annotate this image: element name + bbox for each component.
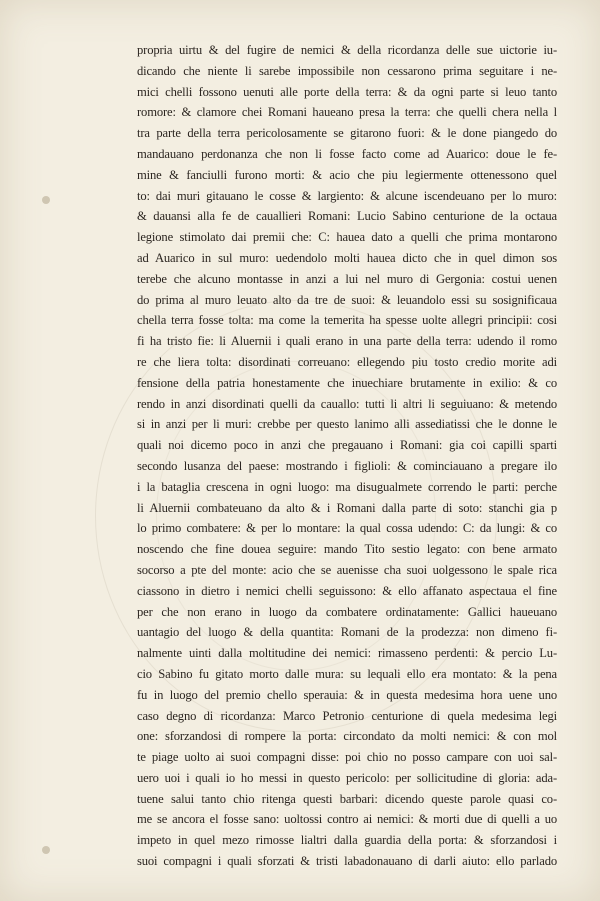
- text-line: ciassono in dietro i nemici chelli seguissono: & ello affanato aspectaua el fine: [137, 583, 557, 598]
- text-line: fensione della patria honestamente che inuechiare brutamente in exilio: & co: [137, 375, 557, 390]
- text-line: mine & fanciulli furono morti: & acio che piu legiermente ottenessono quel: [137, 167, 557, 182]
- text-line: socorso a pte del monte: acio che se auenisse cha suoi uolgessono le spale rica: [137, 562, 557, 577]
- text-line: mici chelli fossono uenuti alle porte della terra: & da ogni parte si leuo tanto: [137, 84, 557, 99]
- text-line: romore: & clamore chei Romani haueano presa la terra: che quelli chera nella l: [137, 105, 557, 120]
- text-line: li Aluernii combateuano da alto & i Romani dalla parte di soto: stanchi gia p: [137, 500, 557, 515]
- text-line: per che non erano in luogo da combatere ordinatamente: Gallici haueuano: [137, 604, 557, 619]
- text-line: do prima al muro leuato alto da tre de suoi: & leuandolo essi su sosignificaua: [137, 292, 557, 307]
- text-line: secondo lusanza del paese: mostrando i figlioli: & cominciauano a pregare ilo: [137, 458, 557, 473]
- text-line: nalmente uinti dalla moltitudine dei nemici: rimasseno perdenti: & percio Lu-: [137, 646, 557, 661]
- text-line: uantagio del luogo & della quantita: Romani de la prodezza: non dimeno fi-: [137, 625, 557, 640]
- text-line: dicando che niente li sarebe impossibile non cessarono prima seguitare i ne-: [137, 63, 557, 78]
- text-line: cio Sabino fu gitato morto dalle mura: su lequali ello era montato: & la pena: [137, 666, 557, 681]
- text-line: mandauano perdonanza che non li fosse facto come ad Auarico: doue le fe-: [137, 146, 557, 161]
- text-line: chella terra fosse tolta: ma come la temerita ha spesse uolte allegri principii: cosi: [137, 313, 557, 328]
- text-line: re che liera tolta: disordinati correuano: ellegendo piu tosto credio morite adi: [137, 354, 557, 369]
- text-line: uero uoi i quali io ho messi in questo pericolo: per sollicitudine di gloria: ada-: [137, 770, 557, 785]
- text-line: tuene salui tanto chio ritenga questi barbari: dicendo queste parole quasi co-: [137, 791, 557, 806]
- text-line: fu in luogo del premio chello sperauia: & in questa medesima hora uene uno: [137, 687, 557, 702]
- binding-hole: [42, 846, 50, 854]
- text-line: legione stimolato dai premii che: C: hauea dato a quelli che prima montarono: [137, 230, 557, 245]
- text-line: to: dai muri gitauano le cosse & largiento: & alcune iscendeuano per lo muro:: [137, 188, 557, 203]
- text-line: me se ancora el fosse sano: uoltossi contro ai nemici: & morti due di quelli a uo: [137, 812, 557, 827]
- incunable-text-block: [137, 40, 557, 872]
- text-line: caso degno di ricordanza: Marco Petronio centurione di quela medesima legi: [137, 708, 557, 723]
- text-line: tra parte della terra pericolosamente se gitarono fuori: & le done piangedo do: [137, 126, 557, 141]
- text-line: terebe che alcuno montasse in anzi a lui nel muro di Gergonia: costui uenen: [137, 271, 557, 286]
- text-line: & dauansi alla fe de cauallieri Romani: Lucio Sabino centurione de la octaua: [137, 209, 557, 224]
- binding-hole: [42, 196, 50, 204]
- text-line: si in anzi per li muri: crebbe per questo lanimo alli assediatissi che le donne le: [137, 417, 557, 432]
- text-line: te piage uolto ai suoi compagni disse: poi chio no posso campare con uoi sal-: [137, 750, 557, 765]
- text-line: quali noi dicemo poco in anzi che pregauano i Romani: gia coi capilli sparti: [137, 438, 557, 453]
- text-line: rendo in anzi disordinati quelli da cauallo: tutti li altri li seguiuano: & metendo: [137, 396, 557, 411]
- text-line: fi ha tristo fie: li Aluernii i quali erano in una parte della terra: udendo il romo: [137, 334, 557, 349]
- text-line: propria uirtu & del fugire de nemici & della ricordanza delle sue uictorie iu-: [137, 43, 557, 57]
- text-line: ad Auarico in sul muro: uedendolo molti hauea dicto che in quel dimon sos: [137, 250, 557, 265]
- text-line: impeto in quel mezo rimosse lialtri dalla guardia della porta: & sforzandosi i: [137, 833, 557, 848]
- text-line: i la bataglia crescena in ogni luogo: ma disugualmete correndo le parti: perche: [137, 479, 557, 494]
- text-line: noscendo che fine douea seguire: mando Tito sestio legato: con bene armato: [137, 542, 557, 557]
- text-line: suoi compagni i quali sforzati & tristi labadonauano di darli aiuto: ello parlado: [137, 854, 557, 869]
- text-line: lo primo combatere: & per lo montare: la qual cossa udendo: C: da lungi: & co: [137, 521, 557, 536]
- text-line: one: sforzandosi di rompere la porta: circondato da molti nemici: & con mol: [137, 729, 557, 744]
